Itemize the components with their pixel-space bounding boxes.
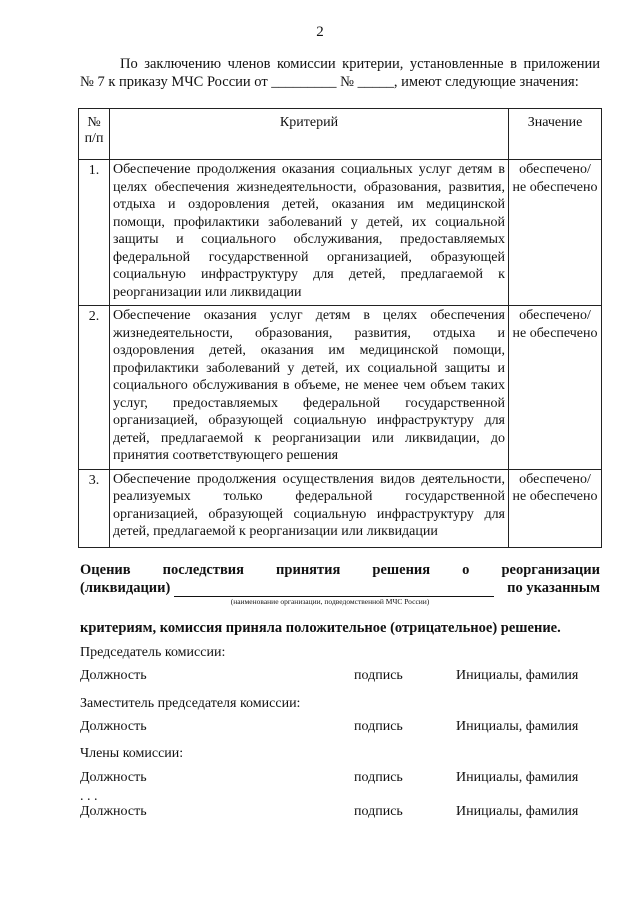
table-row: [79, 160, 602, 306]
position-label: Должность: [80, 770, 147, 785]
header-value: Значение: [509, 109, 602, 160]
conclusion-word: о: [462, 562, 470, 578]
chair-heading: Председатель комиссии:: [80, 645, 226, 660]
intro-line-1: По заключению членов комиссии критерии, установленные в приложении: [120, 56, 600, 72]
criteria-table: [78, 108, 602, 548]
intro-paragraph: [80, 55, 600, 91]
row-value: обеспечено/ не обеспечено: [509, 469, 602, 547]
table-row: [79, 306, 602, 470]
name-label: Инициалы, фамилия: [456, 719, 579, 734]
ellipsis: . . .: [80, 789, 98, 804]
row-num: 3.: [79, 469, 110, 547]
conclusion-line-1: [80, 562, 600, 579]
row-value: обеспечено/ не обеспечено: [509, 306, 602, 470]
conclusion-paragraph: [80, 562, 600, 637]
conclusion-line-3: критериям, комиссия приняла положительное (отрицательное) решение.: [80, 620, 561, 636]
conclusion-word: реорганизации: [501, 562, 600, 578]
position-label: Должность: [80, 668, 147, 683]
conclusion-word: последствия: [162, 562, 244, 578]
table-header-row: [79, 109, 602, 160]
row-criterion: Обеспечение продолжения осуществления видов деятельности, реализуемых только федеральной государственной организацией, образующей социальную инфраструктуру для детей, предлагаемой к реорганизации или ликвидации: [110, 469, 509, 547]
position-label: Должность: [80, 719, 147, 734]
name-label: Инициалы, фамилия: [456, 668, 579, 683]
name-label: Инициалы, фамилия: [456, 804, 579, 819]
page-number: 2: [316, 24, 324, 40]
table-row: [79, 469, 602, 547]
row-criterion: Обеспечение продолжения оказания социальных услуг детям в целях обеспечения жизнедеятельности, образования, развития, отдыха и оздоровления детей, оказания им медицинской помощи, профилактики заболеваний у детей, их социальной защиты и социального обслуживания, предоставляемых федеральной государственной организацией, образующей социальную инфраструктуру для детей, предлагаемой к реорганизации или ликвидации: [110, 160, 509, 306]
position-label: Должность: [80, 804, 147, 819]
conclusion-word: принятия: [276, 562, 341, 578]
row-num: 2.: [79, 306, 110, 470]
signature-label: подпись: [354, 770, 403, 785]
deputy-heading: Заместитель председателя комиссии:: [80, 696, 301, 711]
conclusion-word: решения: [372, 562, 431, 578]
intro-line-2: № 7 к приказу МЧС России от _________ № _____, имеют следующие значения:: [80, 74, 579, 90]
row-criterion: Обеспечение оказания услуг детям в целях обеспечения жизнедеятельности, образования, развития, отдыха и оздоровления детей, оказания им медицинской помощи, профилактики заболеваний у детей, их социальной защиты и социального обслуживания в объеме, не менее чем объем таких услуг, предоставляемых федеральной государственной организацией, образующей социальную инфраструктуру для детей, предлагаемой к реорганизации или ликвидации, до принятия соответствующего решения: [110, 306, 509, 470]
conclusion-tail: по указанным: [507, 580, 600, 596]
row-num: 1.: [79, 160, 110, 306]
organization-blank: [174, 582, 494, 597]
conclusion-line-2: [80, 580, 600, 597]
signature-label: подпись: [354, 719, 403, 734]
members-heading: Члены комиссии:: [80, 746, 184, 761]
signature-label: подпись: [354, 668, 403, 683]
organization-caption: (наименование организации, подведомственной МЧС России): [230, 597, 430, 606]
header-criterion: Критерий: [110, 109, 509, 160]
conclusion-word: Оценив: [80, 562, 131, 578]
signature-label: подпись: [354, 804, 403, 819]
header-num: № п/п: [79, 109, 110, 160]
name-label: Инициалы, фамилия: [456, 770, 579, 785]
row-value: обеспечено/ не обеспечено: [509, 160, 602, 306]
conclusion-lead: (ликвидации): [80, 580, 171, 596]
